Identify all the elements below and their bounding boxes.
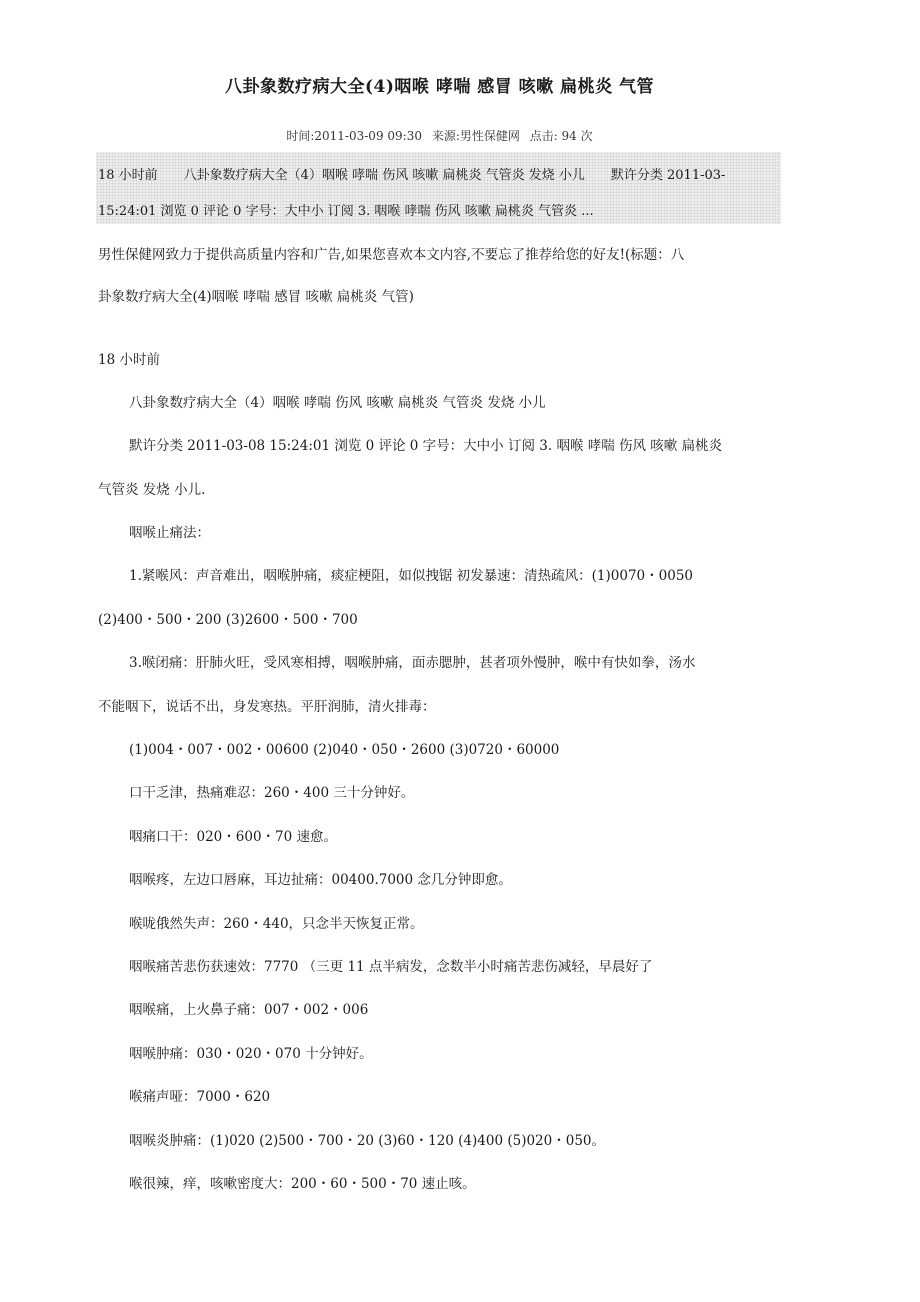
item-3-line-3: (1)004・007・002・00600 (2)040・050・2600 (3)0720・60000 [129,742,560,758]
meta-clicks: 点击: 94 次 [529,129,593,143]
body-heading: 八卦象数疗病大全（4）咽喉 哮喘 伤风 咳嗽 扁桃炎 气管炎 发烧 小儿 [129,395,546,411]
article-meta [98,127,781,144]
item-3-line-2: 不能咽下，说话不出，身发寒热。平肝润肺，清火排毒： [98,699,436,715]
meta-time: 时间:2011-03-09 09:30 [286,129,422,143]
remedy-1: 口干乏津，热痛难忍：260・400 三十分钟好。 [129,785,415,801]
remedy-5: 咽喉痛苦悲伤获速效：7770 （三更 11 点半病发，念数半小时痛苦悲伤减轻，早晨好了 [129,959,653,975]
remedy-9: 咽喉炎肿痛：(1)020 (2)500・700・20 (3)60・120 (4)400 (5)020・050。 [129,1133,606,1149]
snippet-line-2: 15:24:01 浏览 0 评论 0 字号：大中小 订阅 3. 咽喉 哮喘 伤风 咳嗽 扁桃炎 气管炎 ... [98,204,594,219]
remedy-3: 咽喉疼，左边口唇麻，耳边扯痛：00400.7000 念几分钟即愈。 [129,872,512,888]
item-3-line-1: 3.喉闭痛：肝肺火旺，受风寒相搏，咽喉肿痛，面赤腮肿，甚者项外慢肿，喉中有快如拳，汤水 [129,655,696,671]
remedy-2: 咽痛口干：020・600・70 速愈。 [129,829,338,845]
remedy-7: 咽喉肿痛：030・020・070 十分钟好。 [129,1046,373,1062]
remedy-6: 咽喉痛，上火鼻子痛：007・002・006 [129,1002,369,1018]
intro-line-2: 卦象数疗病大全(4)咽喉 哮喘 感冒 咳嗽 扁桃炎 气管) [98,289,414,305]
body-time-ago: 18 小时前 [98,352,160,368]
item-1-line-2: (2)400・500・200 (3)2600・500・700 [98,612,358,628]
body-info-line-2: 气管炎 发烧 小儿. [98,482,206,498]
body-info-line-1: 默许分类 2011-03-08 15:24:01 浏览 0 评论 0 字号：大中小 订阅 3. 咽喉 哮喘 伤风 咳嗽 扁桃炎 [129,438,723,454]
remedy-8: 喉痛声哑：7000・620 [129,1089,271,1105]
snippet-line-1: 18 小时前 八卦象数疗病大全（4）咽喉 哮喘 伤风 咳嗽 扁桃炎 气管炎 发烧 小儿 默许分类 2011-03- [98,168,726,183]
remedy-4: 喉咙俄然失声：260・440，只念半天恢复正常。 [129,916,424,932]
meta-source: 来源:男性保健网 [431,129,520,143]
section-heading: 咽喉止痛法： [129,525,210,541]
intro-line-1: 男性保健网致力于提供高质量内容和广告,如果您喜欢本文内容,不要忘了推荐给您的好友!(标题：八 [98,247,685,263]
item-1-line-1: 1.紧喉风：声音难出，咽喉肿痛，痰症梗阻，如似拽锯 初发暴速：清热疏风：(1)0070・0050 [129,568,694,584]
remedy-10: 喉很辣，痒，咳嗽密度大：200・60・500・70 速止咳。 [129,1176,476,1192]
summary-snippet-box [96,152,781,224]
article-title: 八卦象数疗病大全(4)咽喉 哮喘 感冒 咳嗽 扁桃炎 气管 [224,77,654,97]
